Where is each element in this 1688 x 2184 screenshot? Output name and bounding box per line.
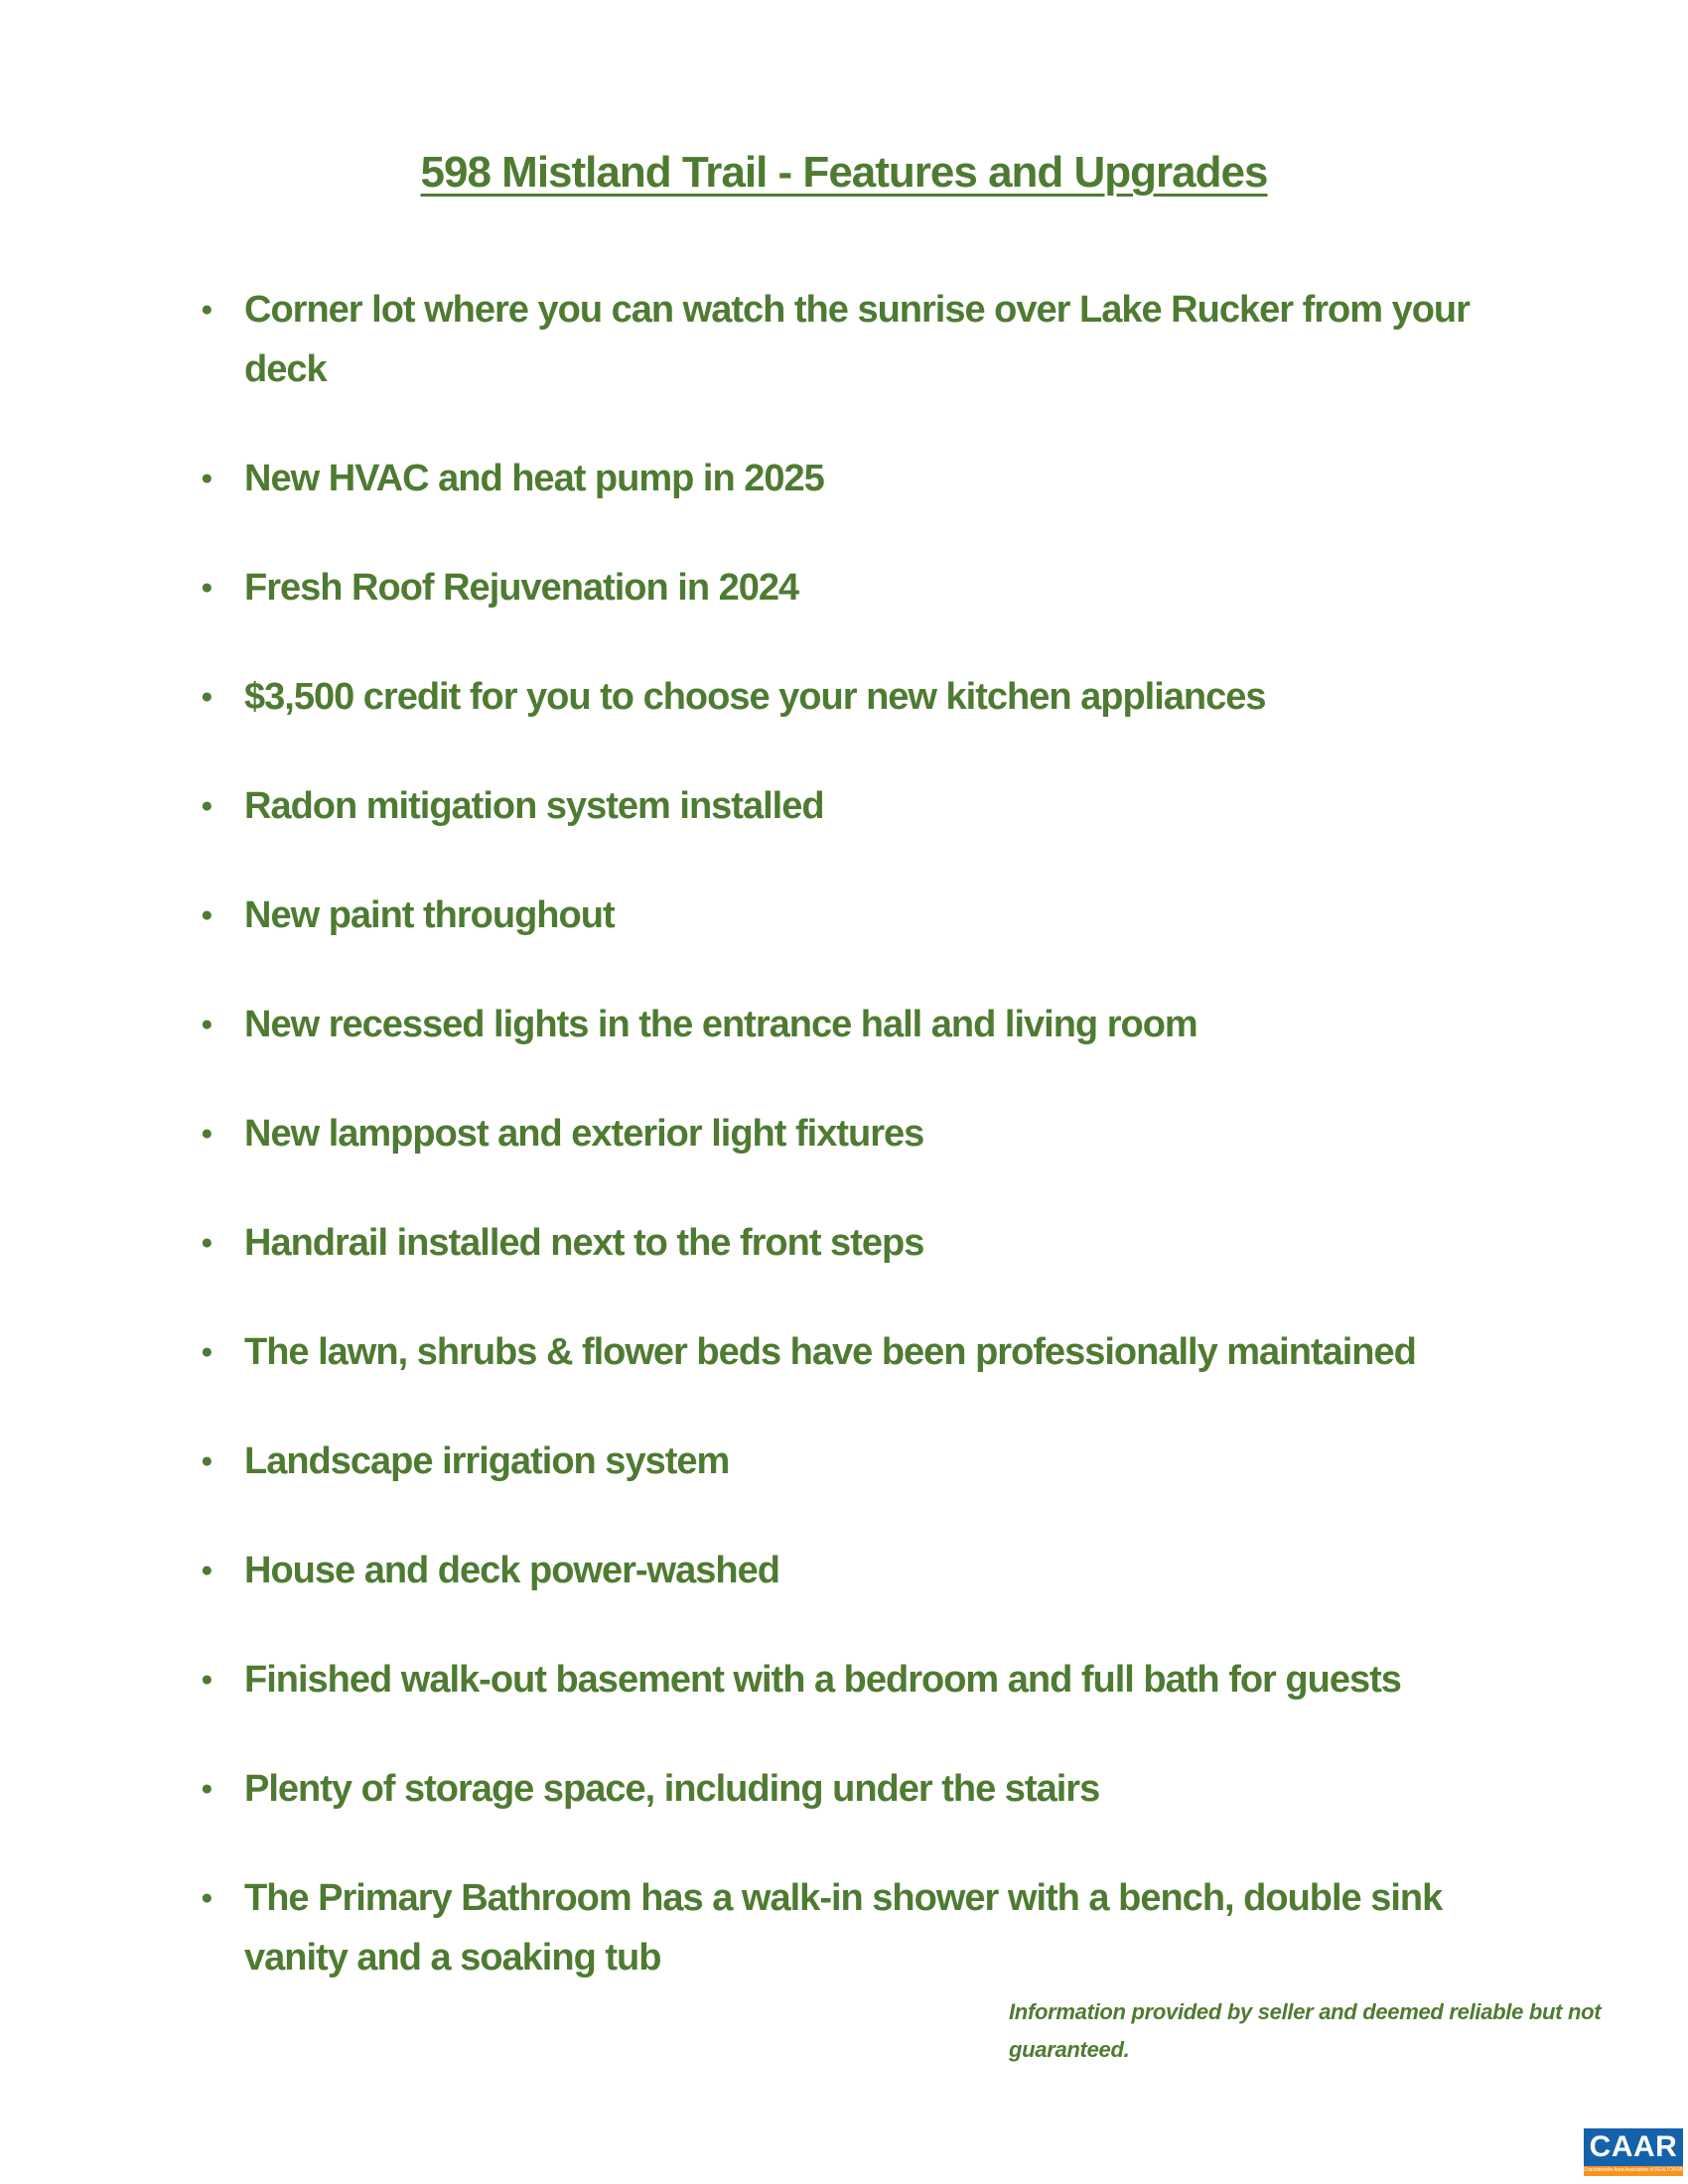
list-item: ● Corner lot where you can watch the sunrise over Lake Rucker from your deck [199,280,1519,399]
list-item: ● New lamppost and exterior light fixtures [199,1104,1519,1163]
list-item: ● House and deck power-washed [199,1541,1519,1600]
list-item: ● The Primary Bathroom has a walk-in shower with a bench, double sink vanity and a soaking tub [199,1868,1519,1987]
list-item: ● New HVAC and heat pump in 2025 [199,449,1519,508]
seller-disclaimer: Information provided by seller and deemed reliable but not guaranteed. [1009,1999,1602,2062]
list-item: ● New recessed lights in the entrance hall and living room [199,995,1519,1054]
caar-logo-tagline-text: Charlottesville Area Association of REALTORS® [1584,2167,1683,2174]
list-item: ● $3,500 credit for you to choose your new kitchen appliances [199,667,1519,727]
list-item: ● Fresh Roof Rejuvenation in 2024 [199,558,1519,617]
list-item: ● New paint throughout [199,886,1519,945]
page-title: 598 Mistland Trail - Features and Upgrades [420,148,1268,197]
list-item: ● Plenty of storage space, including under the stairs [199,1759,1519,1819]
caar-logo-acronym: CAAR [1584,2128,1683,2166]
caar-logo-tagline [1584,2166,1683,2176]
list-item: ● Radon mitigation system installed [199,776,1519,836]
list-item: ● Finished walk-out basement with a bedroom and full bath for guests [199,1650,1519,1709]
list-item: ● Handrail installed next to the front steps [199,1213,1519,1273]
feature-list [199,280,1519,1987]
list-item: ● Landscape irrigation system [199,1432,1519,1491]
caar-logo [1584,2128,1683,2176]
list-item: ● The lawn, shrubs & flower beds have been professionally maintained [199,1322,1519,1382]
